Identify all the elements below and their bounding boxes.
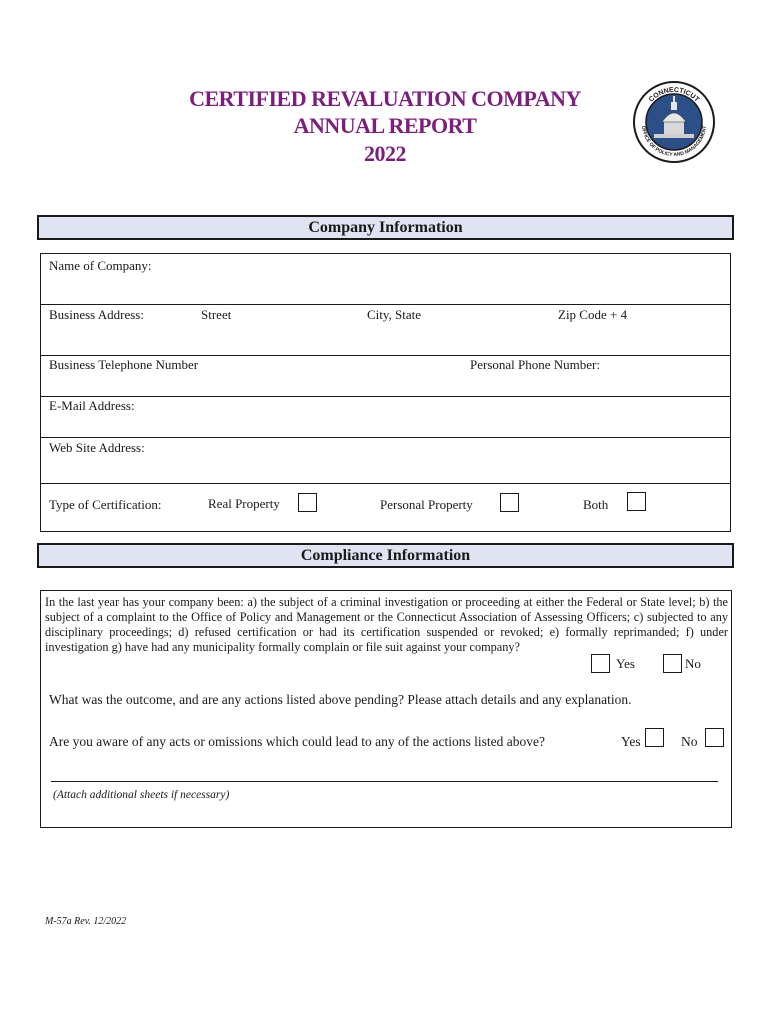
awareness-yes-label: Yes [621,734,641,749]
company-info-box [40,253,731,532]
awareness-no-checkbox[interactable] [705,728,724,747]
form-number: M-57a Rev. 12/2022 [45,916,127,927]
compliance-question-3: Are you aware of any acts or omissions which could lead to any of the actions listed above? [49,734,545,749]
email-label: E-Mail Address: [49,398,135,413]
compliance-info-heading: Compliance Information [37,543,734,568]
personal-property-checkbox[interactable] [500,493,519,512]
company-info-heading: Company Information [37,215,734,240]
personal-phone-label: Personal Phone Number: [470,357,600,372]
connecticut-opm-seal-icon [632,80,716,164]
compliance-no-checkbox[interactable] [663,654,682,673]
street-label: Street [201,307,232,322]
form-title-year: 2022 [364,141,406,166]
form-title-line1: CERTIFIED REVALUATION COMPANY [189,86,581,111]
business-phone-label: Business Telephone Number [49,357,199,372]
attach-sheets-note: (Attach additional sheets if necessary) [53,789,230,801]
seal-top-text: CONNECTICUT [647,86,701,104]
business-address-label: Business Address: [49,307,144,322]
compliance-question-2: What was the outcome, and are any actions listed above pending? Please attach details and any explanation. [49,692,632,707]
website-label: Web Site Address: [49,440,145,455]
compliance-question-1: In the last year has your company been: a) the subject of a criminal investigation or proceeding at either the Federal or State level; b) the subject of a complaint to the Office of Policy and Management or the Connecticut Association of Assessing Officers; c) subjected to any disciplinary proceedings; d) refused certification or had its certification suspended or revoked; e) formally reprimanded; f) under investigation g) have had any municipality formally complain or file suit against your company? [45,595,728,654]
awareness-yes-checkbox[interactable] [645,728,664,747]
row-divider [41,483,730,484]
compliance-yes-checkbox[interactable] [591,654,610,673]
seal-bottom-text: OFFICE OF POLICY AND MANAGEMENT [640,125,708,159]
row-divider [41,355,730,356]
company-name-label: Name of Company: [49,258,152,273]
row-divider [41,437,730,438]
row-divider [41,396,730,397]
compliance-yes-label: Yes [616,656,635,671]
certification-type-label: Type of Certification: [49,497,162,512]
real-property-checkbox[interactable] [298,493,317,512]
compliance-no-label: No [685,656,701,671]
both-checkbox[interactable] [627,492,646,511]
explanation-line [51,781,718,782]
real-property-label: Real Property [208,496,280,511]
compliance-info-box [40,590,732,828]
form-title-line2: ANNUAL REPORT [293,113,477,138]
both-label: Both [583,497,609,512]
awareness-no-label: No [681,734,698,749]
personal-property-label: Personal Property [380,497,473,512]
zip-code-label: Zip Code + 4 [558,307,628,322]
row-divider [41,304,730,305]
city-state-label: City, State [367,307,422,322]
